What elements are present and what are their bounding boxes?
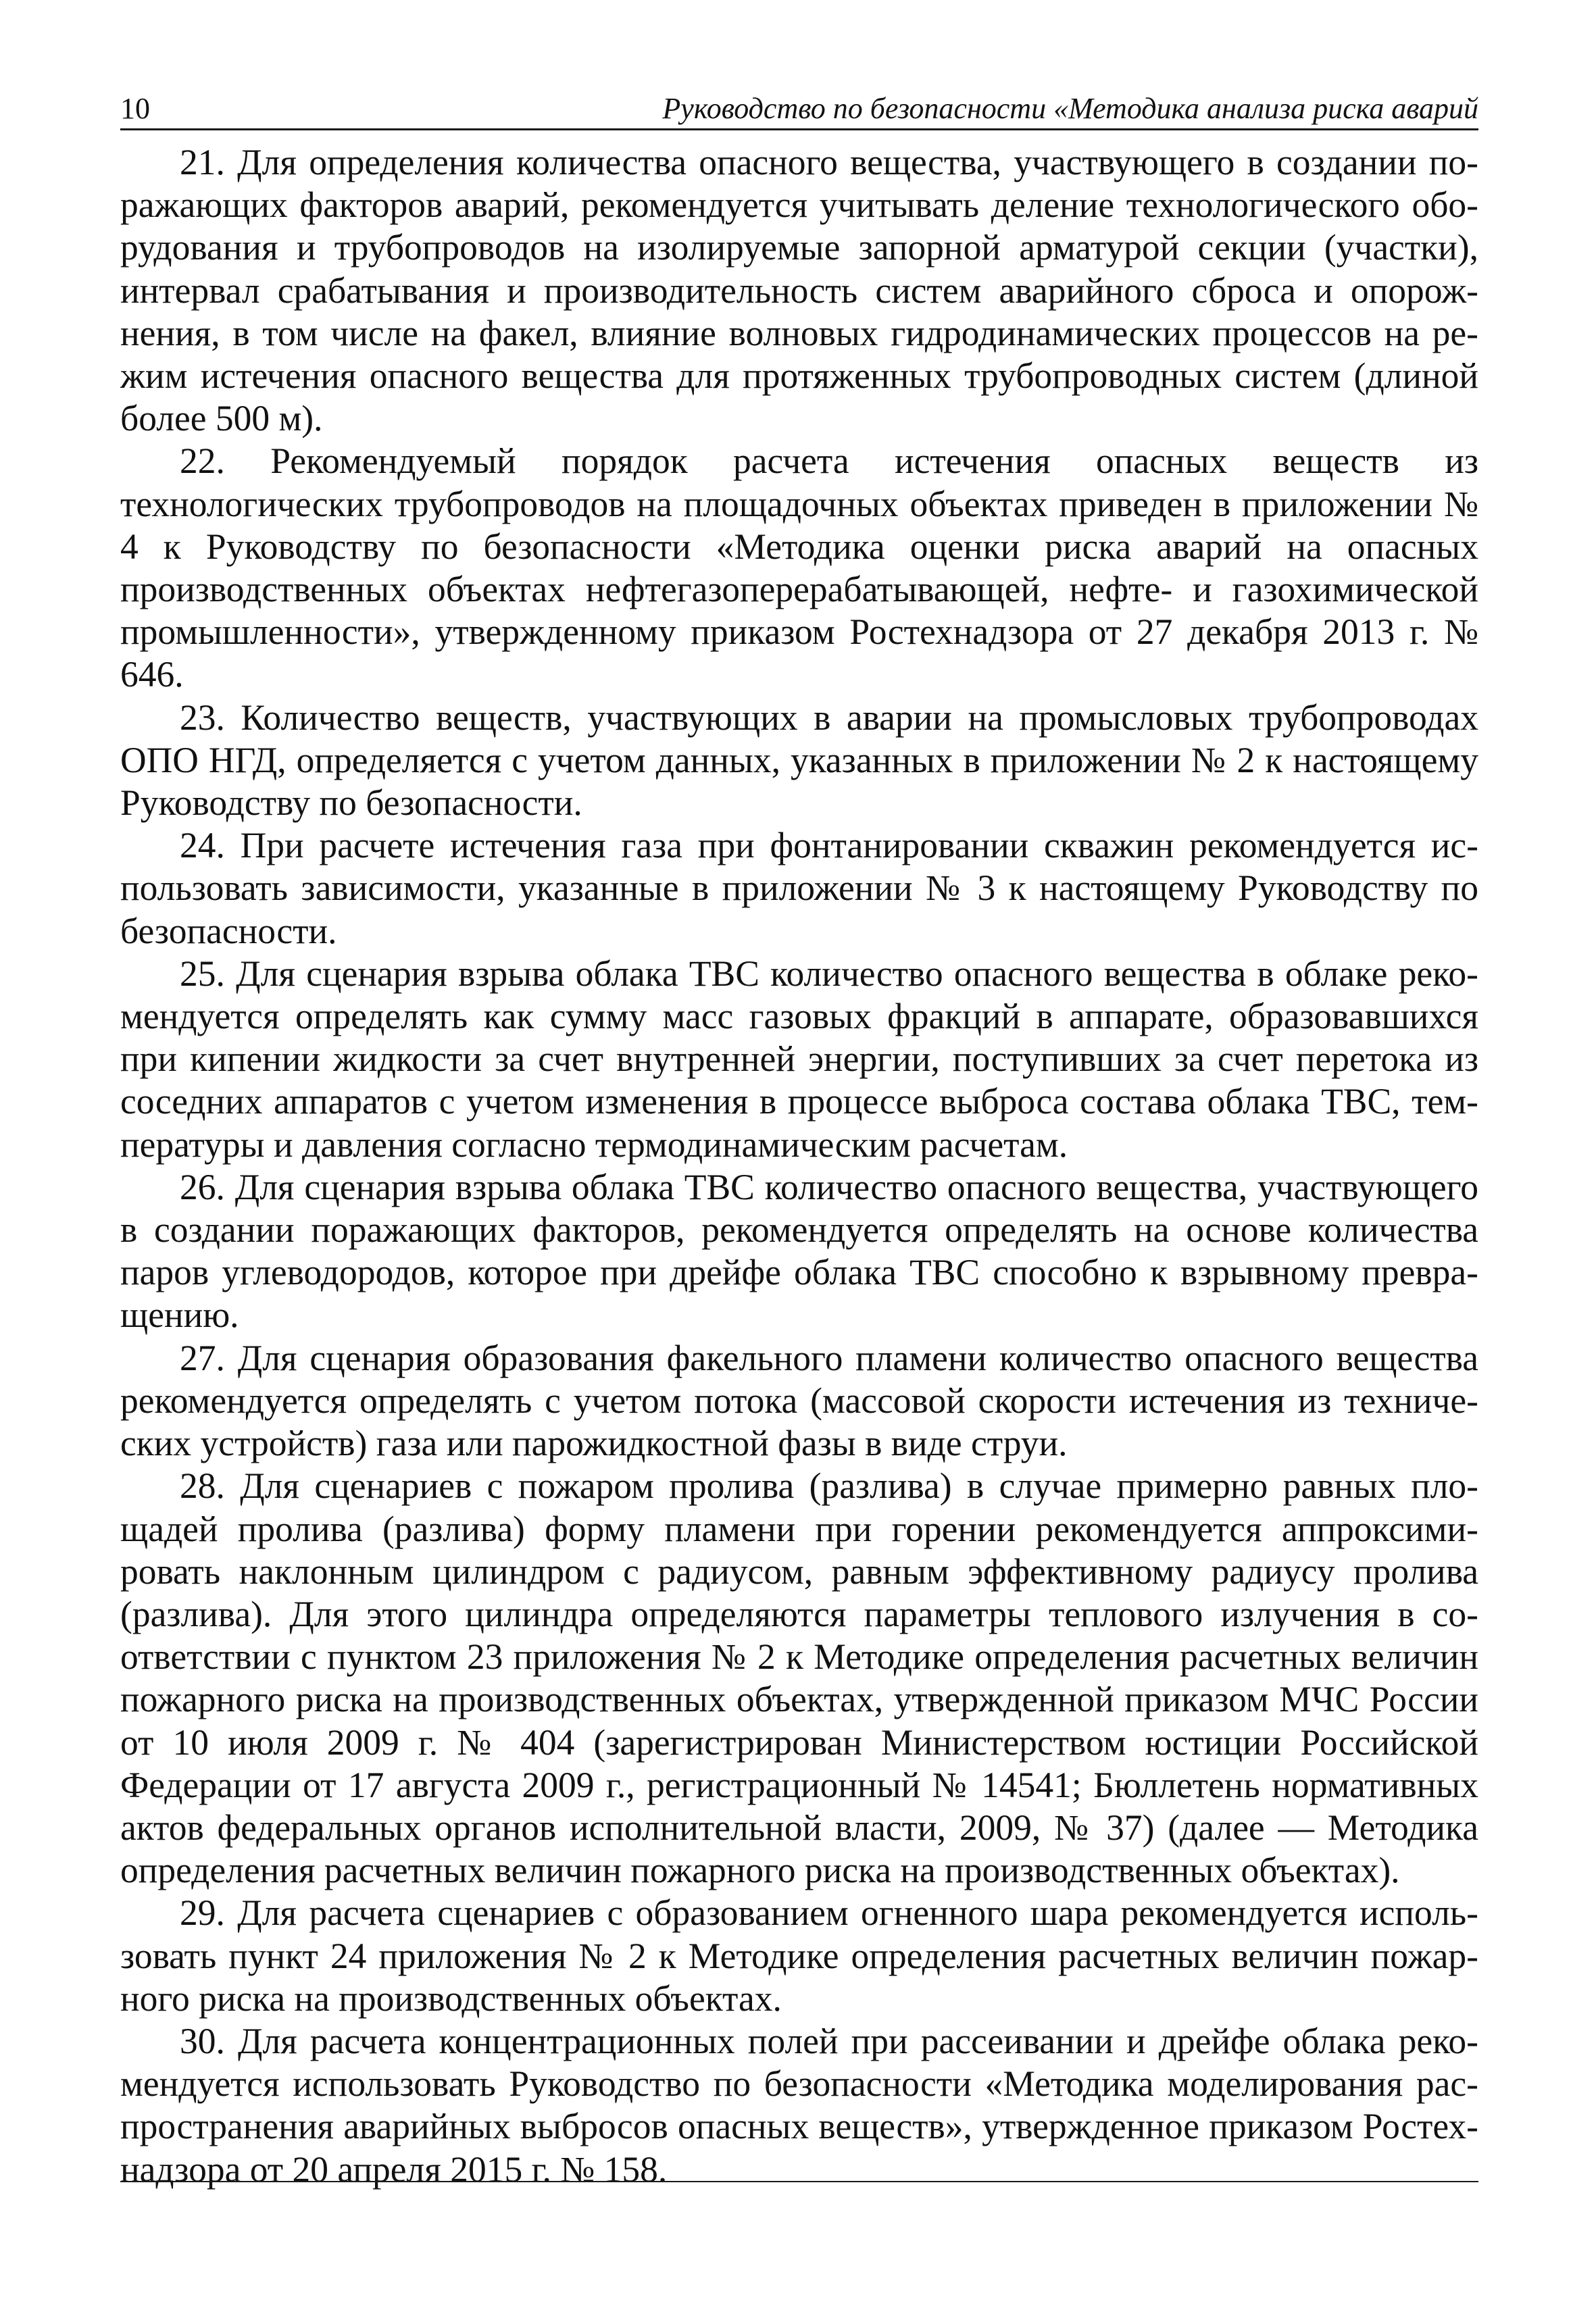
paragraph-27: 27. Для сценария образования факельного пламени количество опасного вещества рекомендуется определять с учетом потока (массовой скорости истечения из технических устройств) газа или парожидкостной фазы в виде струи.	[120, 1337, 1478, 1464]
document-page	[120, 80, 1478, 2191]
page-number: 10	[120, 92, 150, 125]
paragraph-26: 26. Для сценария взрыва облака ТВС количество опасного вещества, участвующего в создании поражающих факторов, рекомендуется определять на основе количества паров углеводородов, которое при дрейфе облака ТВС способно к взрывному превращению.	[120, 1166, 1478, 1336]
paragraph-24: 24. При расчете истечения газа при фонтанировании скважин рекомендуется использовать зависимости, указанные в приложении № 3 к настоящему Руководству по безопасности.	[120, 825, 1478, 951]
paragraph-29: 29. Для расчета сценариев с образованием огненного шара рекомендуется использовать пункт 24 приложения № 2 к Методике определения расчетных величин пожарного риска на производственных объектах.	[120, 1892, 1478, 2019]
paragraph-28: 28. Для сценариев с пожаром пролива (разлива) в случае примерно равных площадей пролива (разлива) форму пламени при горении рекомендуется аппроксимировать наклонным цилиндром с радиусом, равным эффективному радиусу пролива (разлива). Для этого цилиндра определяются параметры теплового излучения в соответствии с пунктом 23 приложения № 2 к Методике определения расчетных величин пожарного риска на производственных объектах, утвержденной приказом МЧС России от 10 июля 2009 г. № 404 (зарегистрирован Министерством юстиции Российской Федерации от 17 августа 2009 г., регистрационный № 14541; Бюллетень нормативных актов федеральных органов исполнительной власти, 2009, № 37) (далее — Методика определения расчетных величин пожарного риска на производственных объектах).	[120, 1465, 1478, 1891]
paragraph-25: 25. Для сценария взрыва облака ТВС количество опасного вещества в облаке рекомендуется определять как сумму масс газовых фракций в аппарате, образовавшихся при кипении жидкости за счет внутренней энергии, поступивших за счет перетока из соседних аппаратов с учетом изменения в процессе выброса состава облака ТВС, температуры и давления согласно термодинамическим расчетам.	[120, 953, 1478, 1165]
running-title: Руководство по безопасности «Методика анализа риска аварий	[662, 92, 1478, 125]
body-text	[120, 141, 1478, 2191]
paragraph-30: 30. Для расчета концентрационных полей при рассеивании и дрейфе облака рекомендуется использовать Руководство по безопасности «Методика моделирования распространения аварийных выбросов опасных веществ», утвержденное приказом Ростехнадзора от 20 апреля 2015 г. № 158.	[120, 2020, 1478, 2190]
paragraph-21: 21. Для определения количества опасного вещества, участвующего в создании поражающих факторов аварий, рекомендуется учитывать деление технологического оборудования и трубопроводов на изолируемые запорной арматурой секции (участки), интервал срабатывания и производительность систем аварийного сброса и опорожнения, в том числе на факел, влияние волновых гидродинамических процессов на режим истечения опасного вещества для протяженных трубопроводных систем (длиной более 500 м).	[120, 142, 1478, 439]
page-header	[120, 80, 1478, 130]
footer-rule	[120, 2181, 1478, 2182]
paragraph-23: 23. Количество веществ, участвующих в аварии на промысловых трубопроводах ОПО НГД, определяется с учетом данных, указанных в приложении № 2 к настоящему Руководству по безопасности.	[120, 697, 1478, 824]
paragraph-22: 22. Рекомендуемый порядок расчета истечения опасных веществ из технологических трубопроводов на площадочных объектах приведен в приложении № 4 к Руководству по безопасности «Методика оценки риска аварий на опасных производственных объектах нефтегазоперерабатывающей, нефте- и газохимической промышленности», утвержденному приказом Ростехнадзора от 27 декабря 2013 г. № 646.	[120, 441, 1478, 695]
